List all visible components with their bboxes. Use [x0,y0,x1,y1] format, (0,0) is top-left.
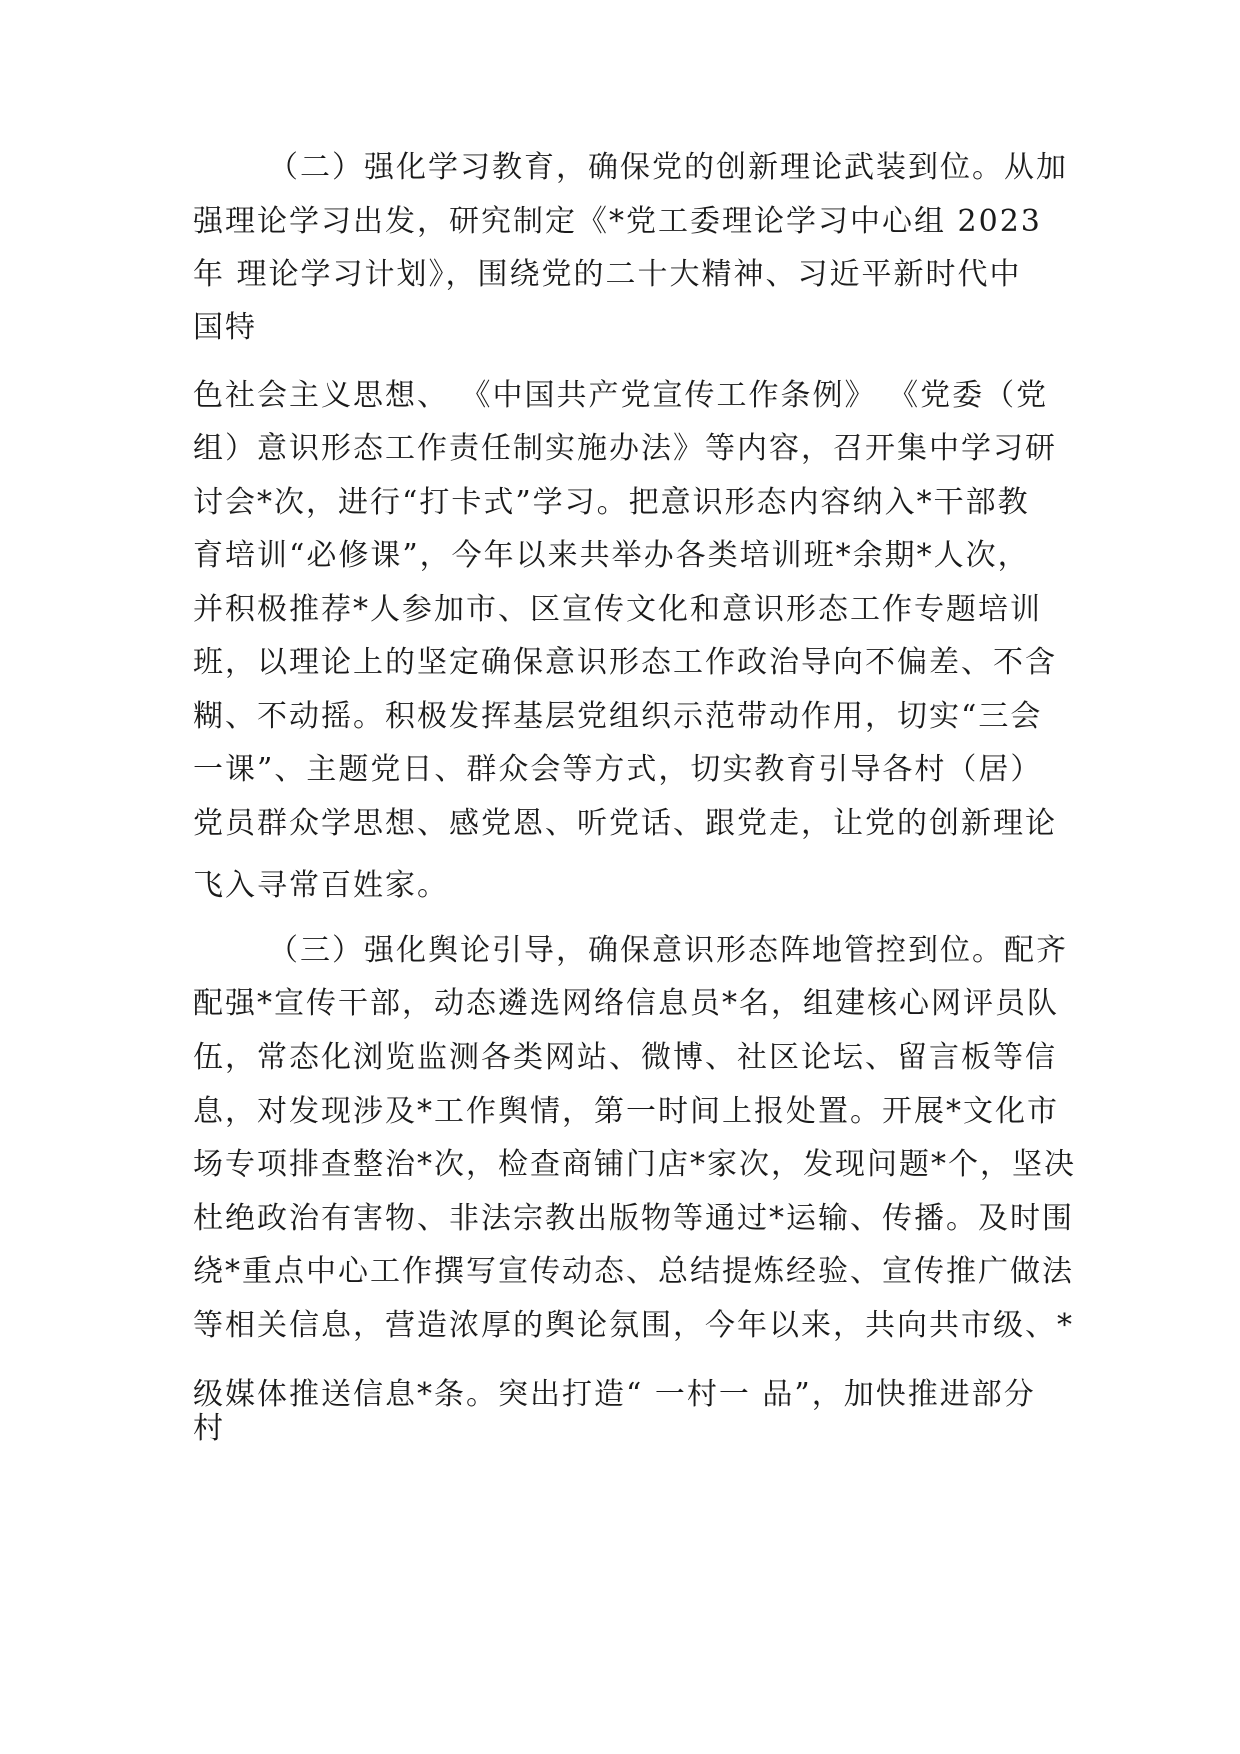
paragraph-3-line-10: 村 [193,1411,225,1446]
paragraph-2-line-9: 党员群众学思想、感党恩、听党话、跟党走，让党的创新理论 [193,806,1057,841]
paragraph-3-line-5: 场专项排查整治*次，检查商铺门店*家次，发现问题*个，坚决 [193,1147,1076,1182]
paragraph-2-line-10: 飞入寻常百姓家。 [193,868,449,903]
paragraph-3-line-9: 级媒体推送信息*条。突出打造“ 一村一 品”，加快推进部分 [193,1377,1036,1412]
paragraph-3-line-1: （三）强化舆论引导，确保意识形态阵地管控到位。配齐 [268,933,1068,968]
paragraph-2-line-6: 班，以理论上的坚定确保意识形态工作政治导向不偏差、不含 [193,645,1057,680]
paragraph-1-line-1: （二）强化学习教育，确保党的创新理论武装到位。从加 [268,150,1068,185]
paragraph-3-line-6: 杜绝政治有害物、非法宗教出版物等通过*运输、传播。及时围 [193,1201,1074,1236]
paragraph-3-line-3: 伍，常态化浏览监测各类网站、微博、社区论坛、留言板等信 [193,1040,1057,1075]
paragraph-2-line-4: 育培训“必修课”，今年以来共举办各类培训班*余期*人次， [193,538,1030,573]
paragraph-2-line-8: 一课”、主题党日、群众会等方式，切实教育引导各村（居） [193,752,1043,787]
paragraph-2-line-5: 并积极推荐*人参加市、区宣传文化和意识形态工作专题培训 [193,592,1042,627]
paragraph-1-line-3: 年 理论学习计划》，围绕党的二十大精神、习近平新时代中 [193,257,1022,292]
paragraph-2-line-1: 色社会主义思想、 《中国共产党宣传工作条例》 《党委（党 [193,378,1049,413]
paragraph-1-line-2: 强理论学习出发，研究制定《*党工委理论学习中心组 2023 [193,204,1042,239]
paragraph-2-line-7: 糊、不动摇。积极发挥基层党组织示范带动作用，切实“三会 [193,699,1043,734]
paragraph-1-line-4: 国特 [193,310,257,345]
paragraph-3-line-2: 配强*宣传干部，动态遴选网络信息员*名，组建核心网评员队 [193,986,1059,1021]
paragraph-2-line-2: 组）意识形态工作责任制实施办法》等内容，召开集中学习研 [193,431,1057,466]
paragraph-3-line-7: 绕*重点中心工作撰写宣传动态、总结提炼经验、宣传推广做法 [193,1254,1074,1289]
paragraph-3-line-4: 息，对发现涉及*工作舆情，第一时间上报处置。开展*文化市 [193,1094,1059,1129]
paragraph-3-line-8: 等相关信息，营造浓厚的舆论氛围，今年以来，共向共市级、* [193,1308,1074,1343]
paragraph-2-line-3: 讨会*次，进行“打卡式”学习。把意识形态内容纳入*干部教 [193,485,1030,520]
